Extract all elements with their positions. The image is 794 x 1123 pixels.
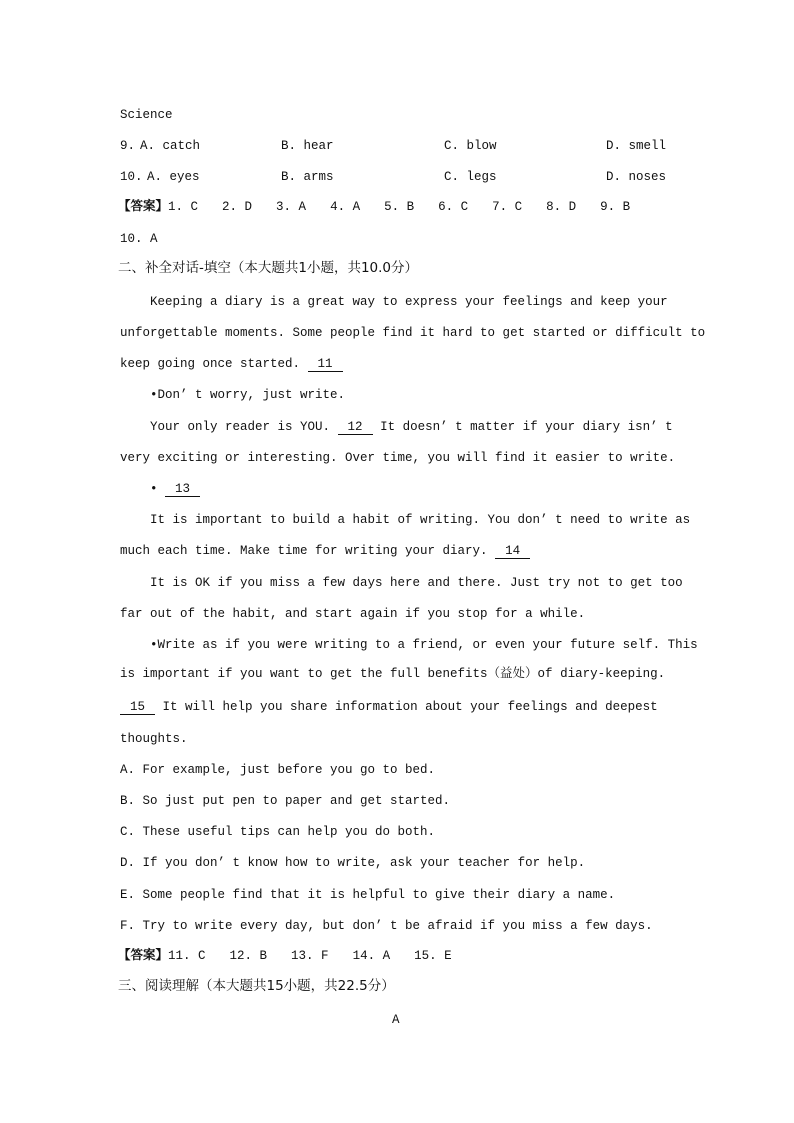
option-science: Science — [120, 108, 173, 122]
answer-list: 1. C 2. D 3. A 4. A 5. B 6. C 7. C 8. D 9. B — [168, 200, 631, 214]
option-a: A. eyes — [147, 170, 200, 184]
passage-line: much each time. Make time for writing your diary. 14 — [120, 543, 530, 559]
option-d: D. If you don’ t know how to write, ask your teacher for help. — [120, 856, 586, 870]
answer-label: 【答案】 — [118, 947, 169, 962]
passage-line: keep going once started. 11 — [120, 356, 343, 372]
option-b: B. hear — [281, 139, 334, 153]
question-number: 10. — [120, 170, 143, 184]
bullet-line: •Write as if you were writing to a friend, or even your future self. This — [150, 638, 698, 652]
question-10 — [120, 169, 680, 185]
passage-label: A — [392, 1013, 400, 1027]
passage-line: thoughts. — [120, 732, 188, 746]
passage-line: far out of the habit, and start again if you stop for a while. — [120, 607, 586, 621]
passage-line: Keeping a diary is a great way to express your feelings and keep your — [150, 295, 668, 309]
passage-line: It is important to build a habit of writing. You don’ t need to write as — [150, 513, 691, 527]
blank-13[interactable]: 13 — [165, 482, 200, 497]
answer-key-2 — [118, 947, 476, 964]
blank-15[interactable]: 15 — [120, 700, 155, 715]
blank-14[interactable]: 14 — [495, 544, 530, 559]
option-b: B. arms — [281, 170, 334, 184]
option-c: C. These useful tips can help you do both. — [120, 825, 436, 839]
passage-line: It is OK if you miss a few days here and there. Just try not to get too — [150, 576, 683, 590]
answer-key-1 — [118, 198, 654, 215]
option-f: F. Try to write every day, but don’ t be afraid if you miss a few days. — [120, 919, 653, 933]
answer-list: 11. C 12. B 13. F 14. A 15. E — [168, 949, 452, 963]
section-heading-2: 二、补全对话-填空（本大题共1小题，共10.0分） — [118, 260, 419, 276]
option-d: D. smell — [606, 139, 667, 153]
blank-12[interactable]: 12 — [338, 420, 373, 435]
blank-11[interactable]: 11 — [308, 357, 343, 372]
option-d: D. noses — [606, 170, 667, 184]
question-number: 9. — [120, 139, 136, 153]
answer-label: 【答案】 — [118, 198, 169, 213]
option-a: A. For example, just before you go to bed. — [120, 763, 436, 777]
option-c: C. legs — [444, 170, 497, 184]
answer-key-1-cont: 10. A — [120, 232, 158, 246]
option-e: E. Some people find that it is helpful to give their diary a name. — [120, 888, 616, 902]
passage-line: is important if you want to get the full benefits（益处）of diary-keeping. — [120, 667, 666, 681]
bullet-line: •Don’ t worry, just write. — [150, 388, 346, 402]
passage-line: Your only reader is YOU. 12 It doesn’ t matter if your diary isn’ t — [150, 420, 673, 434]
passage-line: unforgettable moments. Some people find it hard to get started or difficult to — [120, 326, 706, 340]
section-heading-3: 三、阅读理解（本大题共15小题，共22.5分） — [118, 978, 395, 994]
bullet-line: • 13 — [150, 481, 200, 497]
option-c: C. blow — [444, 139, 497, 153]
question-9 — [120, 138, 680, 154]
option-b: B. So just put pen to paper and get started. — [120, 794, 451, 808]
option-a: A. catch — [140, 139, 201, 153]
passage-line: 15 It will help you share information about your feelings and deepest — [120, 699, 658, 715]
passage-line: very exciting or interesting. Over time, you will find it easier to write. — [120, 451, 676, 465]
